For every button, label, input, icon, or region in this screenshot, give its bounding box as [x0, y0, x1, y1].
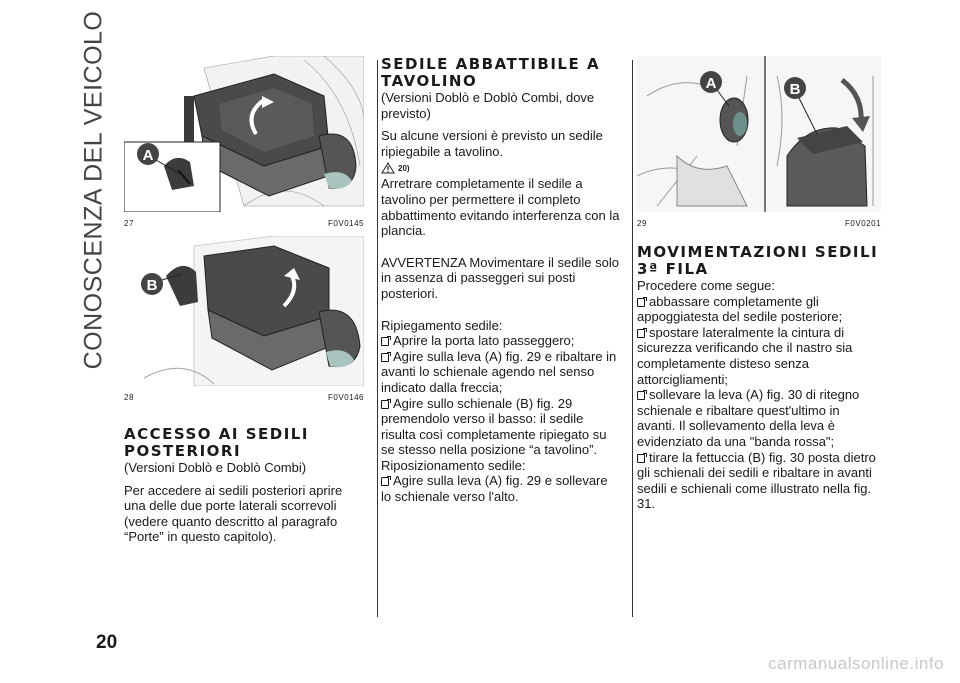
list-item: Aprire la porta lato passeggero; [381, 333, 621, 349]
paragraph: Per accedere ai sedili posteriori aprire una delle due porte laterali scorrevoli (vedere quanto descritto al paragrafo “Porte” in questo capitolo). [124, 482, 343, 545]
list-item: tirare la fettuccia (B) fig. 30 posta dietro gli schienali dei sedili e ribaltare in avanti sedili e schienali come illustrato nella fig. 31. [637, 449, 876, 512]
bullet-icon [381, 477, 389, 486]
bullet-icon [381, 337, 389, 346]
section-heading: ACCESSO AI SEDILI POSTERIORI [124, 425, 309, 460]
warning-reference: 20) [381, 162, 621, 174]
bullet-icon [381, 400, 389, 409]
seat-illustration-29 [637, 56, 881, 212]
bullet-icon [637, 298, 645, 307]
section-heading: MOVIMENTAZIONI SEDILI 3ª FILA [637, 243, 879, 278]
list-item: Agire sullo schienale (B) fig. 29 premendolo verso il basso: il sedile risulta così completamente ripiegato su se stesso nella posizione “a tavolino”. [381, 395, 607, 458]
paragraph: (Versioni Doblò e Doblò Combi, dove previsto) [381, 90, 595, 121]
figure-27 [124, 56, 364, 228]
paragraph: (Versioni Doblò e Doblò Combi) [124, 460, 307, 475]
warning-triangle-icon [381, 162, 395, 174]
column-1 [124, 56, 364, 545]
list-item: Agire sulla leva (A) fig. 29 e ribaltare in avanti lo schienale agendo nel senso indicato dalla freccia; [381, 348, 617, 395]
seat-illustration-28 [124, 236, 364, 386]
svg-text:A: A [705, 75, 717, 92]
warning-paragraph: AVVERTENZA Movimentare il sedile solo in assenza di passeggeri sui posti posteriori. [381, 254, 619, 301]
figure-28 [124, 236, 364, 402]
figure-29 [637, 56, 881, 228]
seat-illustration-27 [124, 56, 364, 212]
watermark: carmanualsonline.info [768, 654, 944, 673]
paragraph: Ripiegamento sedile: [381, 317, 503, 333]
bullet-icon [381, 353, 389, 362]
paragraph: Riposizionamento sedile: [381, 457, 526, 473]
column-3 [637, 56, 881, 512]
paragraph: Arretrare completamente il sedile a tavolino per permettere il completo abbattimento evitando interferenza con la plancia. [381, 176, 620, 239]
list-item: Agire sulla leva (A) fig. 29 e sollevare lo schienale verso l'alto. [381, 473, 608, 505]
list-item: abbassare completamente gli appoggiatesta del sedile posteriore; [637, 293, 843, 325]
paragraph: Su alcune versioni è previsto un sedile ripiegabile a tavolino. [381, 128, 603, 159]
bullet-icon [637, 329, 645, 338]
list-item: sollevare la leva (A) fig. 30 di ritegno schienale e ribaltare quest'ultimo in avanti. Il sollevamento della leva è evidenziato da una "banda rossa"; [637, 387, 860, 449]
figure-caption: 27 F0V0145 [124, 219, 364, 228]
column-2 [381, 56, 621, 505]
svg-text:A: A [142, 147, 154, 164]
svg-text:B: B [146, 277, 158, 294]
column-divider [377, 60, 378, 617]
bullet-icon [637, 454, 645, 463]
section-heading: SEDILE ABBATTIBILE A TAVOLINO [381, 55, 601, 90]
bullet-icon [637, 391, 645, 400]
page-number: 20 [96, 632, 118, 653]
list-item: spostare lateralmente la cintura di sicurezza verificando che il nastro sia completamente disteso senza attorcigliamenti; [637, 324, 853, 387]
column-divider [632, 60, 633, 617]
paragraph: Procedere come segue: [637, 278, 776, 293]
figure-caption: 29 F0V0201 [637, 219, 881, 228]
figure-caption: 28 F0V0146 [124, 393, 364, 402]
svg-text:B: B [789, 81, 801, 98]
section-title-vertical: CONOSCENZA DEL VEICOLO [79, 10, 108, 370]
